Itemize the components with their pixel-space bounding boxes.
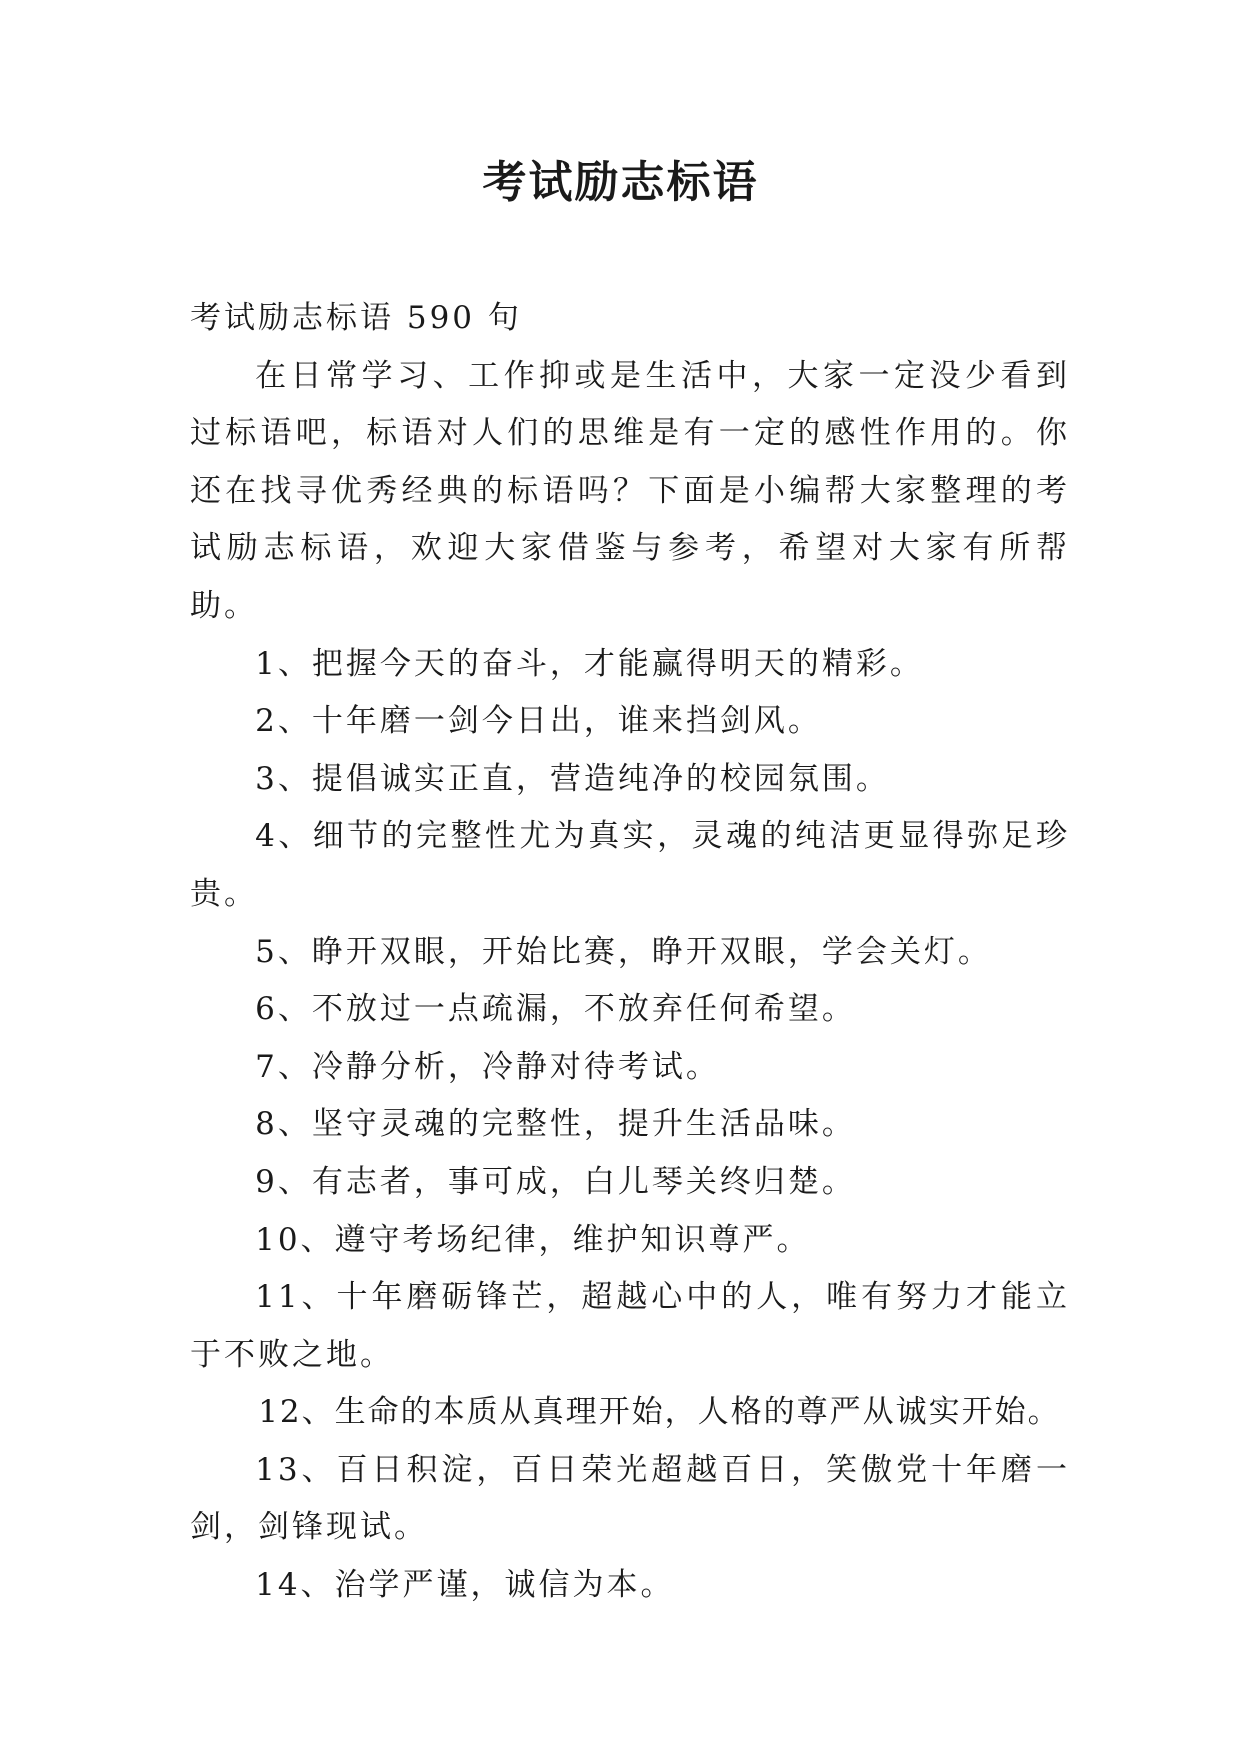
slogan-item: 4、细节的完整性尤为真实，灵魂的纯洁更显得弥足珍贵。	[190, 818, 1070, 912]
slogan-item: 2、十年磨一剑今日出，谁来挡剑风。	[255, 703, 822, 740]
slogan-item: 7、冷静分析，冷静对待考试。	[255, 1048, 720, 1085]
document-title: 考试励志标语	[482, 157, 759, 208]
slogan-item: 9、有志者，事可成，白儿琴关终归楚。	[255, 1163, 856, 1200]
slogan-item: 12、生命的本质从真理开始，人格的尊严从诚实开始。	[258, 1394, 1061, 1431]
intro-paragraph: 在日常学习、工作抑或是生活中，大家一定没少看到过标语吧，标语对人们的思维是有一定的感性作用的。你还在找寻优秀经典的标语吗？下面是小编帮大家整理的考试励志标语，欢迎大家借鉴与参考，希望对大家有所帮助。	[190, 357, 1070, 624]
slogan-item: 1、把握今天的奋斗，才能赢得明天的精彩。	[255, 645, 924, 682]
document-body	[190, 290, 1070, 1615]
slogan-item: 14、治学严谨，诚信为本。	[255, 1567, 675, 1604]
slogan-item: 6、不放过一点疏漏，不放弃任何希望。	[255, 991, 856, 1028]
slogan-item: 13、百日积淀，百日荣光超越百日，笑傲党十年磨一剑，剑锋现试。	[190, 1451, 1070, 1546]
slogan-item: 8、坚守灵魂的完整性，提升生活品味。	[255, 1106, 856, 1143]
document-subtitle: 考试励志标语 590 句	[190, 300, 522, 336]
slogan-item: 3、提倡诚实正直，营造纯净的校园氛围。	[255, 760, 890, 797]
slogan-item: 5、睁开双眼，开始比赛，睁开双眼，学会关灯。	[255, 933, 992, 970]
slogan-item: 11、十年磨砺锋芒，超越心中的人，唯有努力才能立于不败之地。	[190, 1279, 1070, 1373]
slogan-item: 10、遵守考场纪律，维护知识尊严。	[255, 1221, 811, 1258]
